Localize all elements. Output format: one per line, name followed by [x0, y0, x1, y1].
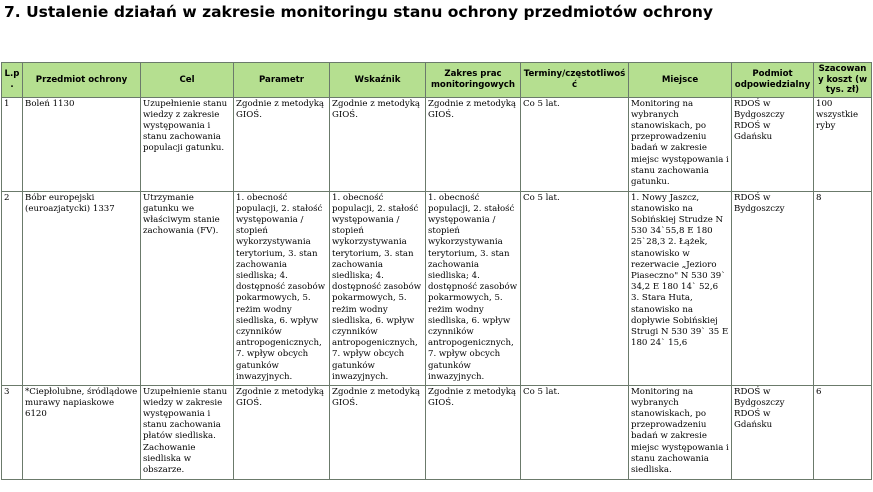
cell-cel: Uzupełnienie stanu wiedzy z zakresie występowania i stanu zachowania populacji gatunku. — [141, 97, 234, 191]
cell-lp: 2 — [2, 191, 23, 385]
header-lp: L.p. — [2, 63, 23, 98]
cell-koszt: 6 — [814, 385, 872, 479]
cell-parametr: 1. obecność populacji, 2. stałość występowania / stopień wykorzystywania terytorium, 3. stan zachowania siedliska; 4. dostępność zasobów pokarmowych, 5. reżim wodny siedliska, 6. wpływ czynników antropogenicznych, 7. wpływ obcych gatunków inwazyjnych. — [234, 191, 330, 385]
cell-lp: 1 — [2, 97, 23, 191]
cell-miejsce: 1. Nowy Jaszcz, stanowisko na Sobińskiej Strudze N 530 34`55,8 E 180 25`28,3 2. Łążek, stanowisko w rezerwacie „Jezioro Piaseczno" N 530 39` 34,2 E 180 14` 52,6 3. Stara Huta, stanowisko na dopływie Sobińskiej Strugi N 530 39` 35 E 180 24` 15,6 — [629, 191, 732, 385]
cell-parametr: Zgodnie z metodyką GIOŚ. — [234, 385, 330, 479]
monitoring-table — [1, 62, 872, 480]
table-row — [2, 385, 872, 479]
cell-terminy: Co 5 lat. — [521, 191, 629, 385]
table-header-row — [2, 63, 872, 98]
cell-lp: 3 — [2, 385, 23, 479]
cell-podmiot — [732, 385, 814, 479]
cell-koszt: 8 — [814, 191, 872, 385]
cell-podmiot — [732, 97, 814, 191]
cell-miejsce: Monitoring na wybranych stanowiskach, po przeprowadzeniu badań w zakresie miejsc występowania i stanu zachowania siedliska. — [629, 385, 732, 479]
header-parametr: Parametr — [234, 63, 330, 98]
cell-zakres-prac: Zgodnie z metodyką GIOŚ. — [426, 97, 521, 191]
cell-przedmiot-ochrony: Bóbr europejski (euroazjatycki) 1337 — [23, 191, 141, 385]
cell-zakres-prac: 1. obecność populacji, 2. stałość występowania / stopień wykorzystywania terytorium, 3. stan zachowania siedliska; 4. dostępność zasobów pokarmowych, 5. reżim wodny siedliska, 6. wpływ czynników antropogenicznych, 7. wpływ obcych gatunków inwazyjnych. — [426, 191, 521, 385]
cell-przedmiot-ochrony: Boleń 1130 — [23, 97, 141, 191]
header-przedmiot-ochrony: Przedmiot ochrony — [23, 63, 141, 98]
header-terminy: Terminy/częstotliwość — [521, 63, 629, 98]
cell-terminy: Co 5 lat. — [521, 385, 629, 479]
podmiot-text: RDOŚ w Bydgoszczy RDOŚ w Gdańsku — [734, 386, 785, 431]
page-title: 7. Ustalenie działań w zakresie monitoringu stanu ochrony przedmiotów ochrony — [4, 3, 714, 21]
cell-koszt: 100 wszystkie ryby — [814, 97, 872, 191]
header-wskaznik: Wskaźnik — [330, 63, 426, 98]
podmiot-text: RDOŚ w Bydgoszczy RDOŚ w Gdańsku — [734, 98, 785, 143]
cell-miejsce: Monitoring na wybranych stanowiskach, po przeprowadzeniu badań w zakresie miejsc występowania i stanu zachowania gatunku. — [629, 97, 732, 191]
cell-parametr: Zgodnie z metodyką GIOŚ. — [234, 97, 330, 191]
header-koszt: Szacowany koszt (w tys. zł) — [814, 63, 872, 98]
cell-przedmiot-ochrony: *Ciepłolubne, śródlądowe murawy napiaskowe 6120 — [23, 385, 141, 479]
cell-cel: Uzupełnienie stanu wiedzy w zakresie występowania i stanu zachowania płatów siedliska. Zachowanie siedliska w obszarze. — [141, 385, 234, 479]
cell-podmiot — [732, 191, 814, 385]
cell-wskaznik: Zgodnie z metodyką GIOŚ. — [330, 97, 426, 191]
header-zakres-prac: Zakres prac monitoringowych — [426, 63, 521, 98]
cell-cel: Utrzymanie gatunku we właściwym stanie zachowania (FV). — [141, 191, 234, 385]
cell-terminy: Co 5 lat. — [521, 97, 629, 191]
header-podmiot: Podmiot odpowiedzialny — [732, 63, 814, 98]
cell-zakres-prac: Zgodnie z metodyką GIOŚ. — [426, 385, 521, 479]
cell-wskaznik: 1. obecność populacji, 2. stałość występowania / stopień wykorzystywania terytorium, 3. stan zachowania siedliska; 4. dostępność zasobów pokarmowych, 5. reżim wodny siedliska, 6. wpływ czynników antropogenicznych, 7. wpływ obcych gatunków inwazyjnych. — [330, 191, 426, 385]
header-cel: Cel — [141, 63, 234, 98]
table-row — [2, 191, 872, 385]
table-row — [2, 97, 872, 191]
cell-wskaznik: Zgodnie z metodyką GIOŚ. — [330, 385, 426, 479]
podmiot-text: RDOŚ w Bydgoszczy — [734, 192, 785, 214]
header-miejsce: Miejsce — [629, 63, 732, 98]
